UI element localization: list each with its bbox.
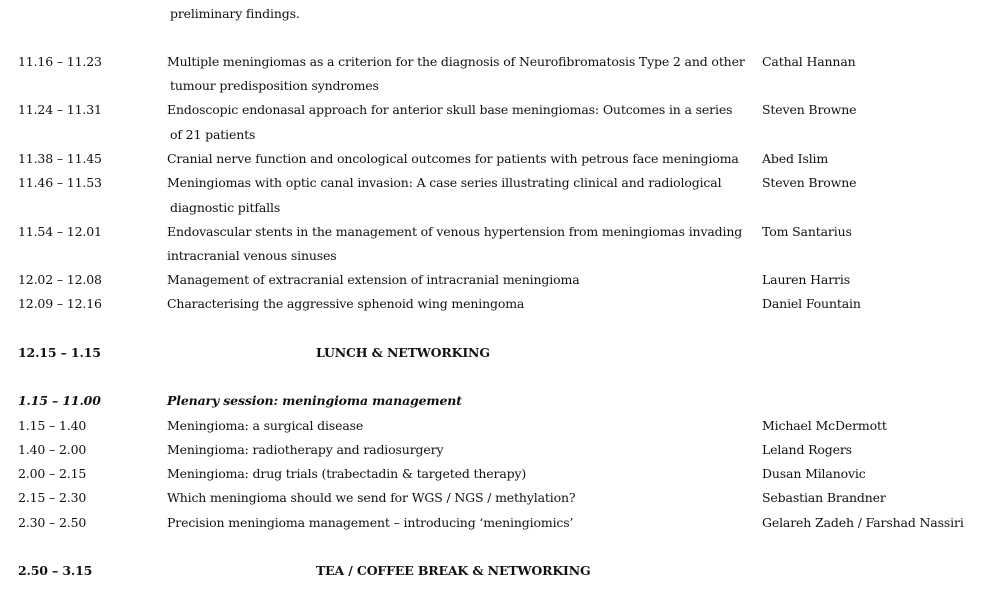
talk-title-continuation: intracranial venous sinuses <box>167 248 337 263</box>
talk-title: Management of extracranial extension of intracranial meningioma <box>167 272 580 287</box>
session-time: 1.40 – 2.00 <box>18 442 87 457</box>
session-time: 11.16 – 11.23 <box>18 54 102 69</box>
talk-title-continuation: of 21 patients <box>170 127 256 142</box>
speaker-name: Sebastian Brandner <box>762 490 886 505</box>
talk-title-continuation: diagnostic pitfalls <box>170 200 281 215</box>
speaker-name: Cathal Hannan <box>762 54 856 69</box>
talk-title: Meningioma: a surgical disease <box>167 418 364 433</box>
session-time: 2.00 – 2.15 <box>18 466 87 481</box>
session-time: 1.15 – 1.40 <box>18 418 87 433</box>
talk-title: Multiple meningiomas as a criterion for the diagnosis of Neurofibromatosis Type 2 and other <box>167 54 745 69</box>
previous-abstract-continuation: preliminary findings. <box>170 6 300 21</box>
talk-title-continuation: tumour predisposition syndromes <box>170 78 379 93</box>
session-time: 12.09 – 12.16 <box>18 296 102 311</box>
talk-title: Endoscopic endonasal approach for anterior skull base meningiomas: Outcomes in a series <box>167 102 733 117</box>
speaker-name: Steven Browne <box>762 102 857 117</box>
speaker-name: Tom Santarius <box>762 224 852 239</box>
talk-title: Meningioma: drug trials (trabectadin & targeted therapy) <box>167 466 527 481</box>
session-time: 11.38 – 11.45 <box>18 151 102 166</box>
session-time: 12.02 – 12.08 <box>18 272 102 287</box>
plenary-heading: Plenary session: meningioma management <box>167 393 462 408</box>
talk-title: Meningiomas with optic canal invasion: A case series illustrating clinical and radiological <box>167 175 722 190</box>
speaker-name: Leland Rogers <box>762 442 852 457</box>
session-time: 2.15 – 2.30 <box>18 490 87 505</box>
speaker-name: Gelareh Zadeh / Farshad Nassiri <box>762 515 964 530</box>
talk-title: Characterising the aggressive sphenoid wing meningoma <box>167 296 525 311</box>
tea-break-time: 2.50 – 3.15 <box>18 563 93 578</box>
talk-title: Which meningioma should we send for WGS / NGS / methylation? <box>167 490 576 505</box>
talk-title: Endovascular stents in the management of venous hypertension from meningiomas invading <box>167 224 743 239</box>
talk-title: Precision meningioma management – introducing ‘meningiomics’ <box>167 515 574 530</box>
speaker-name: Lauren Harris <box>762 272 850 287</box>
session-time: 11.54 – 12.01 <box>18 224 102 239</box>
speaker-name: Abed Islim <box>762 151 829 166</box>
lunch-label: LUNCH & NETWORKING <box>316 345 490 360</box>
session-time: 11.24 – 11.31 <box>18 102 102 117</box>
speaker-name: Michael McDermott <box>762 418 887 433</box>
speaker-name: Dusan Milanovic <box>762 466 866 481</box>
tea-break-label: TEA / COFFEE BREAK & NETWORKING <box>316 563 591 578</box>
talk-title: Cranial nerve function and oncological outcomes for patients with petrous face meningioma <box>167 151 739 166</box>
plenary-time: 1.15 – 11.00 <box>18 393 101 408</box>
talk-title: Meningioma: radiotherapy and radiosurgery <box>167 442 444 457</box>
session-time: 2.30 – 2.50 <box>18 515 87 530</box>
speaker-name: Daniel Fountain <box>762 296 861 311</box>
session-time: 11.46 – 11.53 <box>18 175 102 190</box>
lunch-time: 12.15 – 1.15 <box>18 345 101 360</box>
speaker-name: Steven Browne <box>762 175 857 190</box>
